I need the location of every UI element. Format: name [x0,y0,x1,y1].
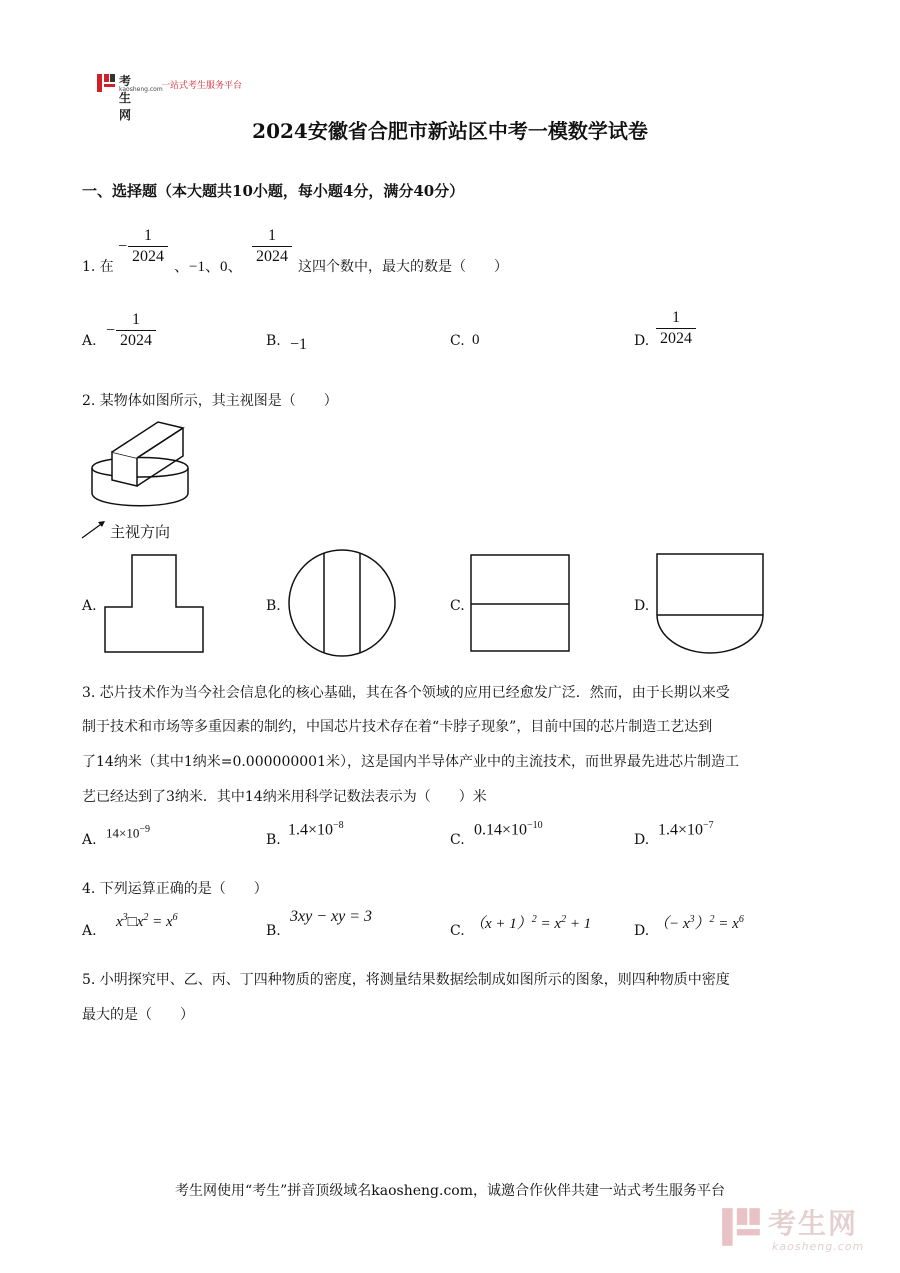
q2-option-b-figure[interactable] [286,548,398,658]
q1-f1-den: 2024 [128,246,168,267]
q4-a-part-3: = x [148,914,173,930]
q3-line-2: 制于技术和市场等多重因素的制约，中国芯片技术存在着“卡脖子现象”，目前中国的芯片制造工艺达到 [82,719,713,735]
q4-c-exp-1: 2 [531,914,537,925]
q2-option-a-label: A. [82,598,97,614]
logo-domain: kaosheng.com [119,86,163,93]
q5-line-2: 最大的是（ ） [82,1007,194,1023]
q4-c-part-3: + 1 [566,916,592,932]
q5-line-1: 5. 小明探究甲、乙、丙、丁四种物质的密度，将测量结果数据绘制成如图所示的图象，则四种物质中密度 [82,972,730,988]
q4-d-part-2: ） [694,916,710,932]
q3-option-b-exp: −8 [333,820,344,831]
q3-option-d-base: 1.4×10 [658,821,704,839]
q3-option-b-label: B. [266,832,281,848]
q1-option-a-sign: − [106,322,116,339]
footer-watermark [718,1200,888,1262]
q1-suffix: 这四个数中，最大的数是（ ） [298,259,508,275]
q4-option-c-expr [470,912,591,933]
q4-d-exp-1: 3 [689,914,695,925]
q3-option-c-exp: −10 [527,820,543,831]
q3-option-a-base: 14×10 [106,825,140,841]
q4-option-c-label: C. [450,923,465,939]
q4-option-d-expr [654,912,744,933]
logo-slogan: 一站式考生服务平台 [161,81,243,91]
q4-a-exp-1: 3 [122,912,128,923]
q3-option-d-label: D. [634,832,650,848]
q2-option-a-figure[interactable] [104,554,206,654]
q4-a-part-2: □x [127,914,144,930]
q1-option-b-label: B. [266,333,281,349]
q1-option-d-den: 2024 [656,328,696,349]
q3-option-c-expr [474,820,543,839]
footer-text: 考生网使用“考生”拼音顶级域名kaosheng.com，诚邀合作伙伴共建一站式考生服务平台 [174,1183,726,1199]
q1-option-d [656,308,696,349]
section-heading: 一、选择题（本大题共10小题，每小题4分，满分40分） [82,182,465,200]
logo-icon [95,72,117,94]
q1-neg-sign: − [118,238,128,255]
watermark-logo-icon [718,1204,764,1250]
q4-option-a-expr [116,912,178,931]
q4-c-part-2: = x [536,916,562,932]
q4-a-exp-2: 2 [143,912,149,923]
q1-option-c-value: 0 [472,332,480,348]
q1-option-d-label: D. [634,333,650,349]
q4-option-b-expr: 3xy − xy = 3 [290,908,372,925]
q1-option-d-num: 1 [672,309,680,326]
q1-option-a-num: 1 [132,311,140,328]
q4-d-exp-2: 2 [709,914,715,925]
q1-f2-den: 2024 [252,246,292,267]
q4-text: 4. 下列运算正确的是（ ） [82,881,268,897]
q2-option-d-figure[interactable] [654,552,766,656]
q4-option-a-label: A. [82,923,97,939]
q1-option-c-label: C. [450,333,465,349]
q3-option-c-label: C. [450,832,465,848]
q3-option-b-base: 1.4×10 [288,821,334,839]
q2-option-d-label: D. [634,598,650,614]
logo-name: 考生网 [119,74,132,122]
q3-option-d-exp: −7 [703,820,714,831]
q1-f1-num: 1 [144,227,152,244]
q4-a-part-1: x [116,914,123,930]
q1-fraction-2 [252,226,292,267]
q3-option-a-expr [106,824,150,841]
q2-option-c-figure[interactable] [470,554,572,654]
q4-option-d-label: D. [634,923,650,939]
q3-option-d-expr [658,820,714,839]
q1-mid: 、−1、0、 [174,259,243,275]
q3-option-b-expr [288,820,344,839]
watermark-domain: kaosheng.com [772,1240,865,1253]
q3-option-a-label: A. [82,832,97,848]
q3-line-4: 艺已经达到了3纳米．其中14纳米用科学记数法表示为（ ）米 [82,789,487,805]
q2-option-c-label: C. [450,598,465,614]
q2-direction-label: 主视方向 [110,523,171,541]
q1-f2-num: 1 [268,227,276,244]
q4-option-b-label: B. [266,923,281,939]
q1-option-a-den: 2024 [116,330,156,351]
q2-option-b-label: B. [266,598,281,614]
q1-prefix: 1. 在 [82,259,114,275]
q1-option-a-label: A. [82,333,97,349]
q4-d-part-3: = x [714,916,739,932]
q3-line-3: 了14纳米（其中1纳米=0.000000001米），这是国内半导体产业中的主流技术，而世界最先进芯片制造工 [82,754,739,770]
q1-option-b-value: −1 [290,336,308,353]
q3-line-1: 3. 芯片技术作为当今社会信息化的核心基础，其在各个领域的应用已经愈发广泛．然而，由于长期以来受 [82,685,730,701]
q4-d-exp-3: 6 [738,914,744,925]
q4-d-part-1: （− x [654,916,690,932]
q2-text: 2. 某物体如图所示，其主视图是（ ） [82,393,338,409]
q4-a-exp-3: 6 [172,912,178,923]
watermark-name: 考生网 [768,1207,859,1240]
q3-option-a-exp: −9 [139,824,150,835]
q4-c-part-1: （x + 1） [470,916,532,932]
page-title: 2024安徽省合肥市新站区中考一模数学试卷 [252,119,648,143]
q4-c-exp-2: 2 [561,914,567,925]
q3-option-c-base: 0.14×10 [474,821,528,839]
